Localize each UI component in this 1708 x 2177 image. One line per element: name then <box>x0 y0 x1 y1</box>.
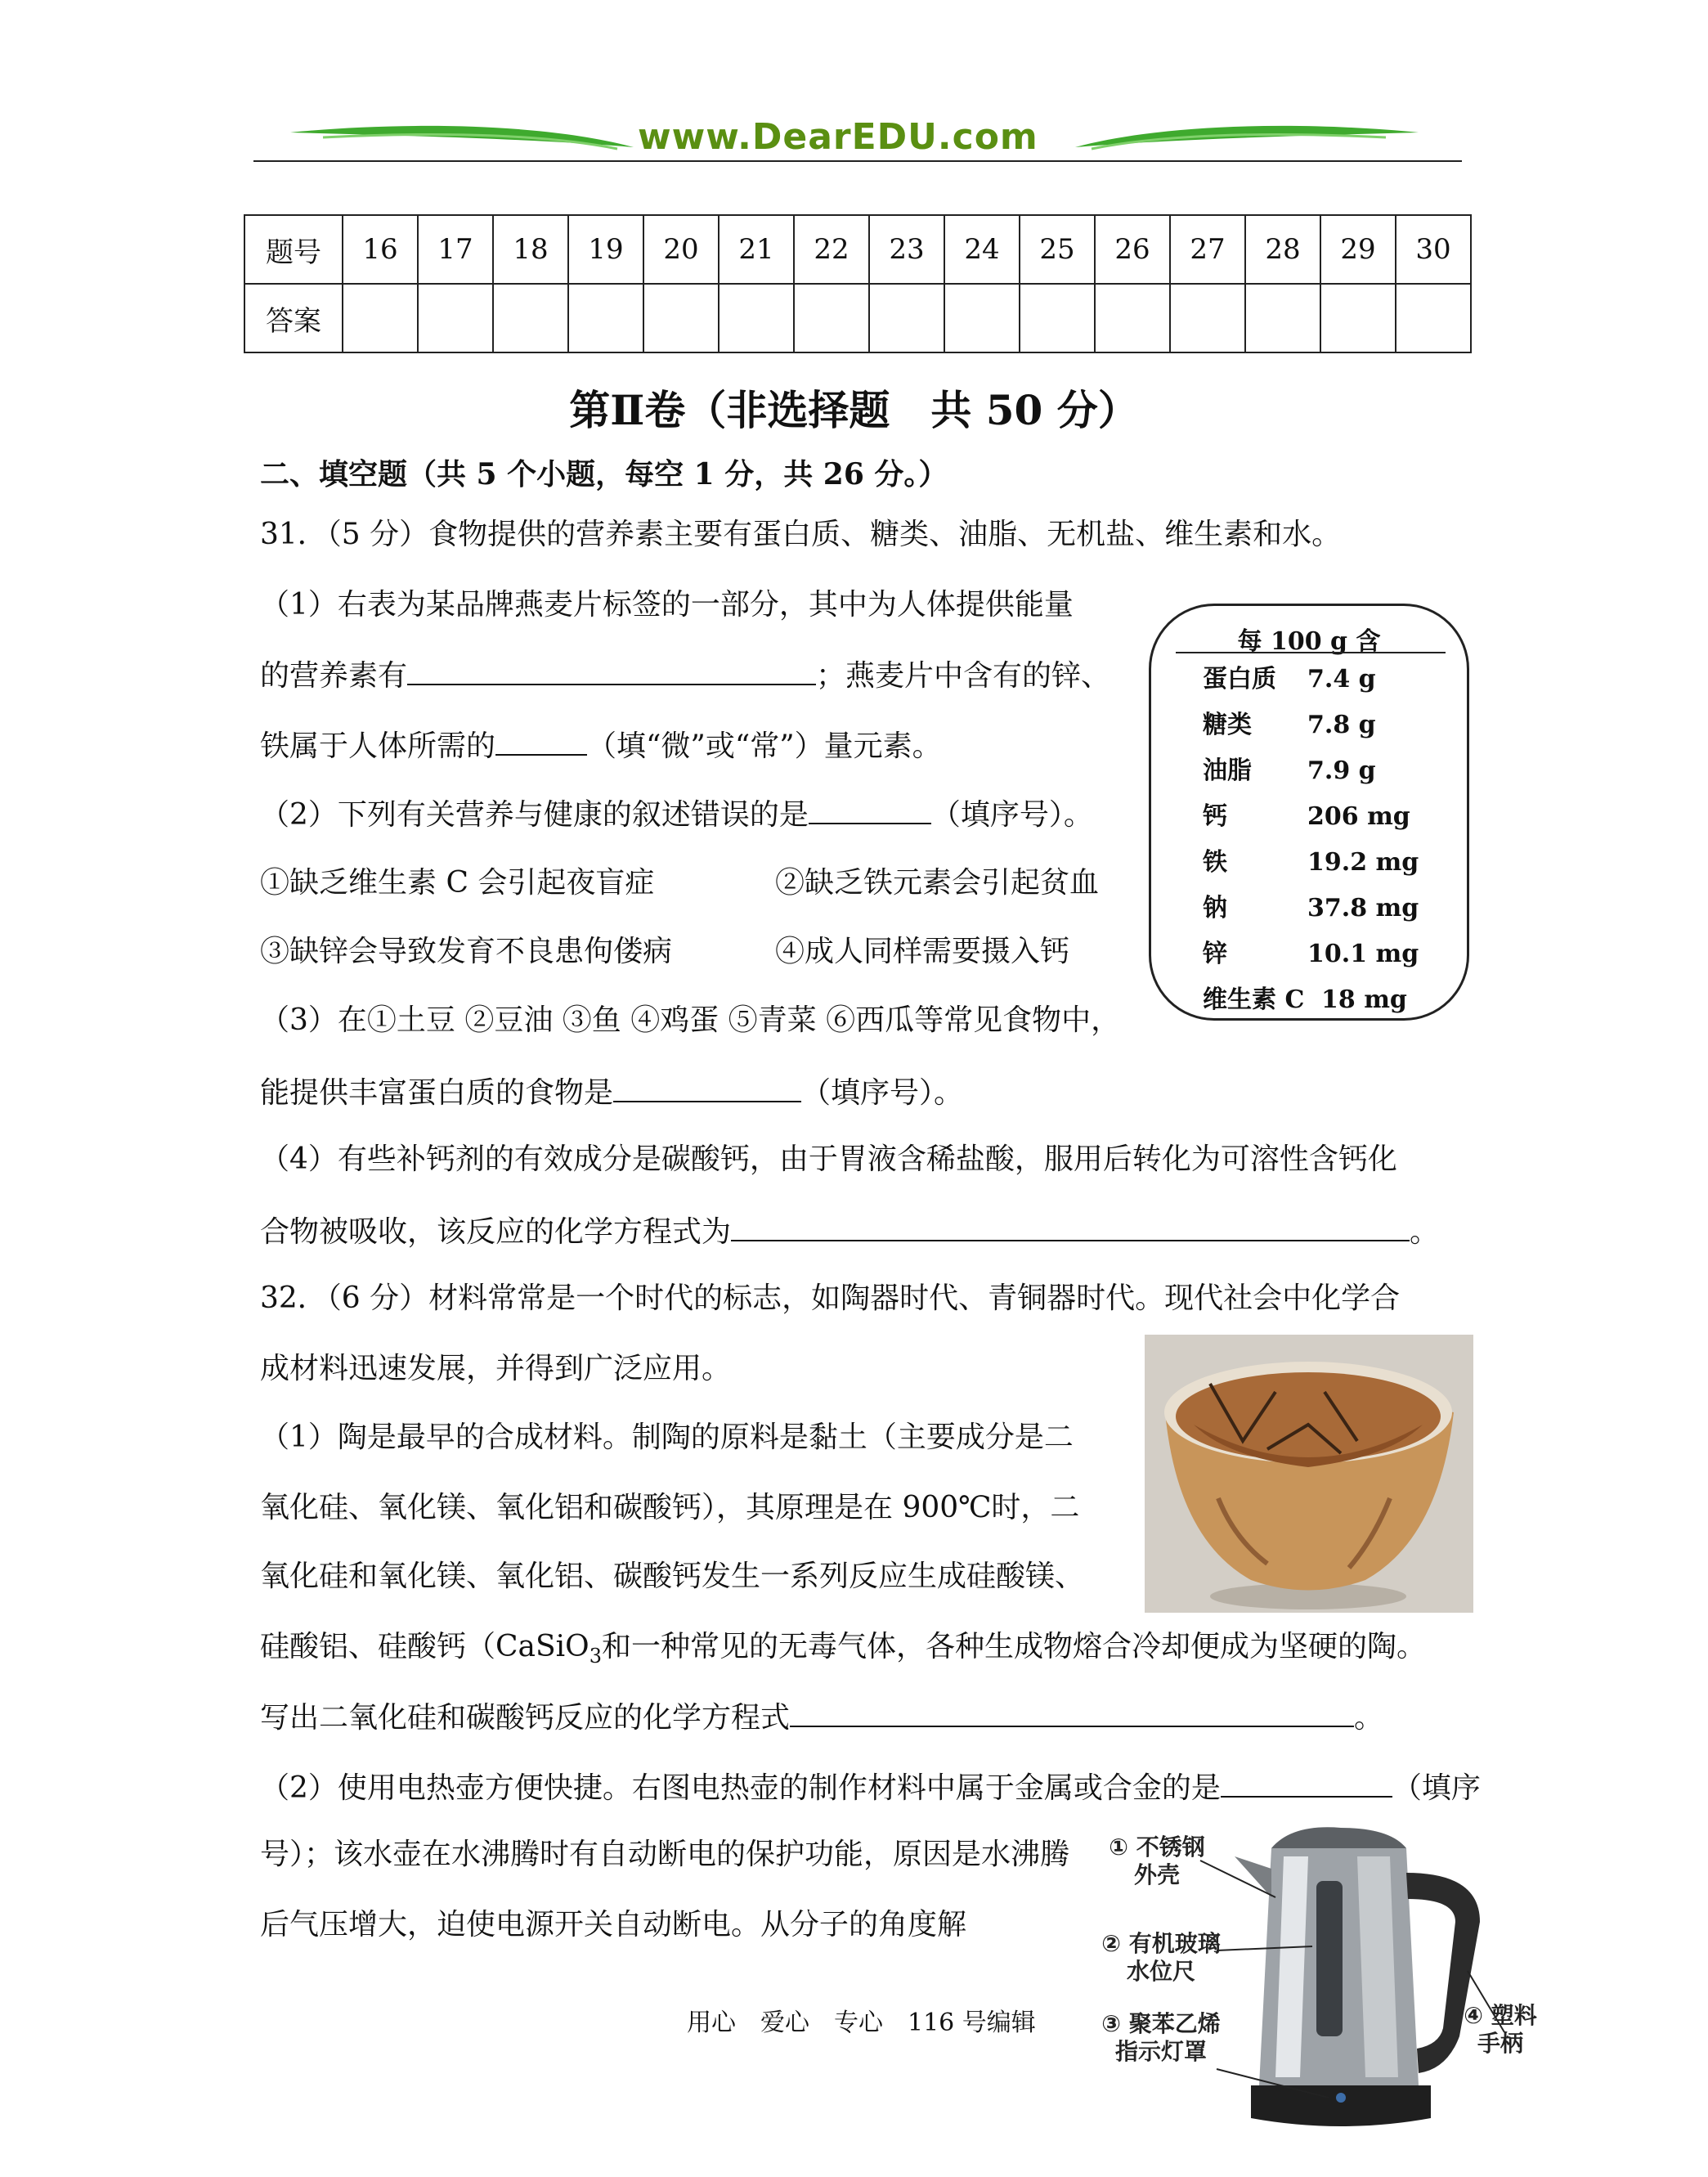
nutrient-value: 18 mg <box>1321 985 1407 1014</box>
table-cell: 19 <box>568 215 643 284</box>
q32-p1-line4 <box>260 1629 1426 1674</box>
page-footer: 用心 爱心 专心 116 号编辑 <box>687 2009 1036 2037</box>
kettle-label-text: 外壳 <box>1133 1861 1180 1888</box>
table-header-cell: 题号 <box>244 215 343 284</box>
q31-p4-text: 合物被吸收，该反应的化学方程式为 <box>260 1215 732 1249</box>
answer-table <box>244 214 1472 353</box>
answer-blank[interactable] <box>731 1212 1410 1241</box>
subscript: 3 <box>589 1645 602 1668</box>
nutrition-row <box>1203 796 1410 832</box>
pottery-bowl-image <box>1145 1335 1473 1613</box>
answer-cell[interactable] <box>1245 284 1320 352</box>
table-cell: 29 <box>1320 215 1396 284</box>
table-row-numbers <box>244 215 1471 284</box>
q32-p2-line1 <box>260 1768 1481 1807</box>
answer-cell[interactable] <box>493 284 568 352</box>
q32-p1-text: 硅酸铝、硅酸钙（CaSiO <box>260 1630 590 1663</box>
q31-p1-text: 铁属于人体所需的 <box>260 729 496 763</box>
q31-p2-text: （2）下列有关营养与健康的叙述错误的是 <box>260 798 809 832</box>
q31-intro: 31．（5 分）食物提供的营养素主要有蛋白质、糖类、油脂、无机盐、维生素和水。 <box>260 518 1342 551</box>
q32-p1-text: 和一种常见的无毒气体，各种生成物熔合冷却便成为坚硬的陶。 <box>601 1630 1426 1663</box>
q32-p1-line2: 氧化硅、氧化镁、氧化铝和碳酸钙），其原理是在 900℃时，二 <box>260 1491 1080 1524</box>
answer-blank[interactable] <box>495 726 587 756</box>
q31-p1-line3 <box>260 726 942 765</box>
table-cell: 26 <box>1095 215 1170 284</box>
answer-blank[interactable] <box>613 1073 801 1102</box>
kettle-label-4 <box>1455 2002 1545 2058</box>
answer-cell[interactable] <box>568 284 643 352</box>
q32-p1-line3: 氧化硅和氧化镁、氧化铝、碳酸钙发生一系列反应生成硅酸镁、 <box>260 1560 1085 1593</box>
nutrient-name: 糖类 <box>1203 711 1252 739</box>
table-cell: 30 <box>1396 215 1471 284</box>
header-rule <box>253 160 1462 162</box>
table-cell: 20 <box>643 215 719 284</box>
q31-p2-text: （填序号）。 <box>930 798 1093 832</box>
part-heading: 二、填空题（共 5 个小题，每空 1 分，共 26 分。） <box>260 457 948 492</box>
kettle-label-2 <box>1096 1930 1226 1986</box>
answer-cell[interactable] <box>1396 284 1471 352</box>
q32-p2-line3: 后气压增大，迫使电源开关自动断电。从分子的角度解 <box>260 1908 967 1941</box>
table-cell: 21 <box>719 215 794 284</box>
table-row-answers <box>244 284 1471 352</box>
answer-cell[interactable] <box>643 284 719 352</box>
kettle-label-text: 水位尺 <box>1126 1958 1195 1985</box>
nutrient-value: 7.8 g <box>1307 711 1376 739</box>
table-cell: 25 <box>1020 215 1095 284</box>
q31-option-4: ④成人同样需要摄入钙 <box>775 935 1070 968</box>
q31-p2-line1 <box>260 795 1093 833</box>
q31-p1-text: ；燕麦片中含有的锌、 <box>816 659 1111 693</box>
kettle-label-text: 指示灯罩 <box>1114 2038 1207 2065</box>
q32-p1-line1: （1）陶是最早的合成材料。制陶的原料是黏土（主要成分是二 <box>260 1421 1074 1454</box>
nutrient-value: 7.4 g <box>1307 665 1376 693</box>
section-title: 第Ⅱ卷（非选择题 共 50 分） <box>569 386 1139 434</box>
nutrient-value: 206 mg <box>1307 802 1410 831</box>
kettle-label-1 <box>1096 1834 1218 1889</box>
nutrient-name: 蛋白质 <box>1203 665 1276 693</box>
q31-p3-line2 <box>260 1073 963 1111</box>
answer-blank[interactable] <box>1221 1768 1392 1798</box>
answer-cell[interactable] <box>1320 284 1396 352</box>
nutrient-value: 7.9 g <box>1307 756 1376 785</box>
table-cell: 18 <box>493 215 568 284</box>
nutrient-name: 钠 <box>1203 894 1227 922</box>
q31-p1-line2 <box>260 656 1110 694</box>
nutrient-name: 油脂 <box>1203 756 1252 785</box>
q31-p1-line1: （1）右表为某品牌燕麦片标签的一部分，其中为人体提供能量 <box>260 588 1074 622</box>
kettle-label-3 <box>1096 2010 1226 2066</box>
q31-option-3: ③缺锌会导致发育不良患佝偻病 <box>260 935 673 968</box>
answer-cell[interactable] <box>1095 284 1170 352</box>
answer-cell[interactable] <box>418 284 493 352</box>
q31-p3-text: （填序号）。 <box>801 1076 964 1110</box>
answer-blank[interactable] <box>407 656 816 685</box>
nutrition-row <box>1203 979 1407 1015</box>
q31-p4-line1: （4）有些补钙剂的有效成分是碳酸钙，由于胃液含稀盐酸，服用后转化为可溶性含钙化 <box>260 1142 1397 1176</box>
q31-p1-text: 的营养素有 <box>260 659 408 693</box>
answer-blank[interactable] <box>790 1698 1354 1727</box>
q31-option-1: ①缺乏维生素 C 会引起夜盲症 <box>260 866 655 900</box>
q31-option-2: ②缺乏铁元素会引起贫血 <box>775 866 1100 900</box>
table-cell: 17 <box>418 215 493 284</box>
q31-p4-line2 <box>260 1212 1439 1250</box>
answer-cell[interactable] <box>1020 284 1095 352</box>
answer-cell[interactable] <box>869 284 944 352</box>
answer-blank[interactable] <box>809 795 931 824</box>
q32-line2: 成材料迅速发展，并得到广泛应用。 <box>260 1352 732 1385</box>
nutrition-label-title: 每 100 g 含 <box>1237 627 1381 656</box>
nutrition-row <box>1203 842 1419 878</box>
nutrient-value: 37.8 mg <box>1307 894 1419 922</box>
nutrient-name: 钙 <box>1203 802 1227 831</box>
nutrient-name: 维生素 C <box>1203 985 1305 1014</box>
answer-cell[interactable] <box>1170 284 1245 352</box>
kettle-label-text: ① 不锈钢 <box>1109 1834 1205 1861</box>
q32-p2-text: （填序 <box>1392 1771 1481 1805</box>
q32-p1-text: 写出二氧化硅和碳酸钙反应的化学方程式 <box>260 1701 791 1735</box>
table-cell: 27 <box>1170 215 1245 284</box>
q32-p2-line2: 号）；该水壶在水沸腾时有自动断电的保护功能，原因是水沸腾 <box>260 1838 1070 1871</box>
q32-p1-line5 <box>260 1698 1383 1736</box>
table-cell: 16 <box>343 215 418 284</box>
q31-p4-text: 。 <box>1410 1215 1440 1249</box>
nutrient-name: 铁 <box>1203 848 1227 877</box>
nutrition-row <box>1203 933 1419 969</box>
table-cell: 23 <box>869 215 944 284</box>
site-logo-text[interactable]: www.DearEDU.com <box>638 116 1038 158</box>
nutrition-label <box>1149 604 1469 1021</box>
table-cell: 24 <box>944 215 1020 284</box>
answer-cell[interactable] <box>719 284 794 352</box>
kettle-label-text: 手柄 <box>1477 2030 1523 2057</box>
table-cell: 28 <box>1245 215 1320 284</box>
nutrient-value: 10.1 mg <box>1307 940 1419 968</box>
q31-p1-text: （填“微”或“常”）量元素。 <box>587 729 942 763</box>
answer-cell[interactable] <box>794 284 869 352</box>
table-header-cell: 答案 <box>244 284 343 352</box>
nutrient-value: 19.2 mg <box>1307 848 1419 877</box>
q31-p3-line1: （3）在①土豆 ②豆油 ③鱼 ④鸡蛋 ⑤青菜 ⑥西瓜等常见食物中， <box>260 1003 1121 1037</box>
q32-line1: 32．（6 分）材料常常是一个时代的标志，如陶器时代、青铜器时代。现代社会中化学合 <box>260 1282 1401 1315</box>
nutrition-row <box>1203 887 1419 923</box>
electric-kettle-figure <box>1096 1824 1545 2177</box>
table-cell: 22 <box>794 215 869 284</box>
answer-cell[interactable] <box>944 284 1020 352</box>
kettle-label-text: ③ 聚苯乙烯 <box>1101 2010 1221 2037</box>
q32-p1-text: 。 <box>1354 1701 1384 1735</box>
nutrient-name: 锌 <box>1203 940 1227 968</box>
nutrition-row <box>1203 750 1376 786</box>
nutrition-row <box>1203 658 1376 694</box>
nutrition-label-rule <box>1176 652 1446 653</box>
kettle-label-text: ② 有机玻璃 <box>1101 1930 1221 1957</box>
kettle-label-text: ④ 塑料 <box>1464 2002 1537 2029</box>
answer-cell[interactable] <box>343 284 418 352</box>
q32-p2-text: （2）使用电热壶方便快捷。右图电热壶的制作材料中属于金属或合金的是 <box>260 1771 1221 1805</box>
q31-p3-text: 能提供丰富蛋白质的食物是 <box>260 1076 614 1110</box>
nutrition-row <box>1203 704 1376 740</box>
